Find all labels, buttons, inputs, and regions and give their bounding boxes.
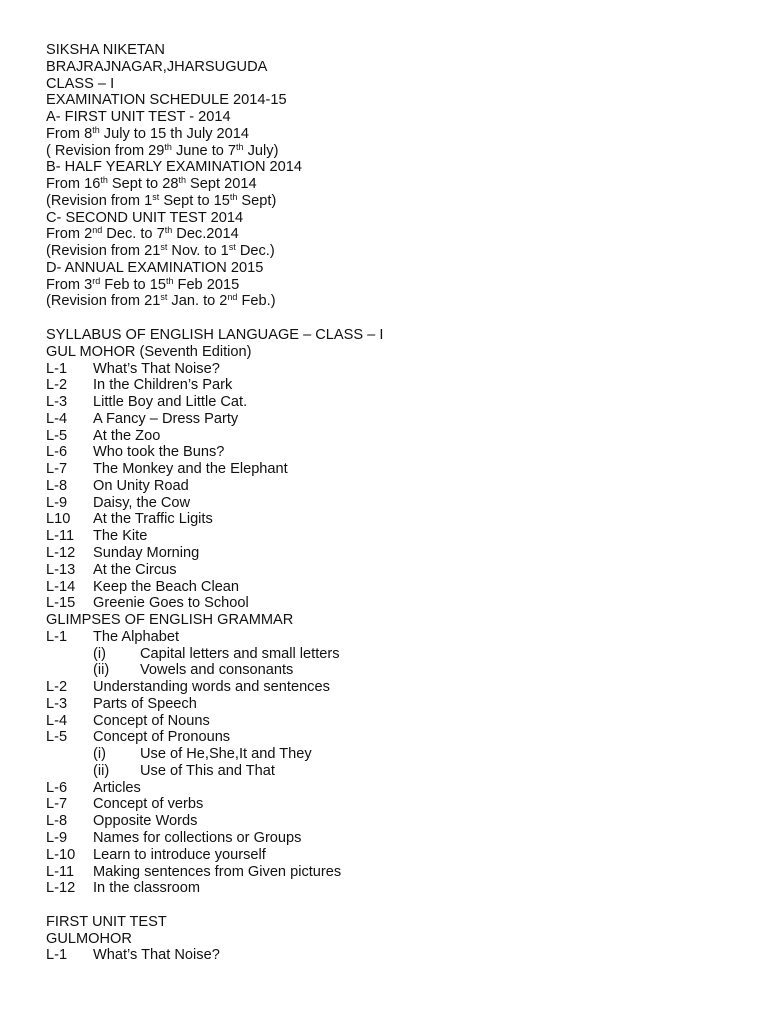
subtopic-title: Capital letters and small letters — [140, 645, 340, 662]
ordinal-suffix: st — [160, 292, 168, 303]
lesson-title: On Unity Road — [93, 477, 189, 494]
lesson-number: L-2 — [46, 679, 68, 696]
lesson-title: At the Traffic Ligits — [93, 511, 213, 528]
lesson-number: L-9 — [46, 494, 68, 511]
subtopic-title: Vowels and consonants — [140, 662, 294, 679]
lesson-item — [46, 511, 746, 528]
exam-dates — [46, 277, 746, 294]
lesson-title: Greenie Goes to School — [93, 595, 249, 612]
ordinal-suffix: th — [229, 191, 238, 202]
lesson-item — [46, 562, 746, 579]
lesson-number: L-13 — [46, 561, 76, 578]
exam-title: C- SECOND UNIT TEST 2014 — [46, 209, 244, 226]
lesson-number: L-4 — [46, 410, 68, 427]
lesson-number: L-7 — [46, 461, 68, 478]
lesson-number: L-1 — [46, 628, 68, 645]
exam-dates — [46, 226, 746, 243]
lesson-number: L-8 — [46, 477, 68, 494]
lesson-item — [46, 478, 746, 495]
first-unit-test-book: GULMOHOR — [46, 930, 132, 947]
text-run: Dec.) — [235, 243, 275, 260]
text-run: Dec.2014 — [172, 226, 239, 243]
subtopic-number: (i) — [93, 746, 106, 763]
grammar-lesson-item — [46, 830, 746, 847]
ordinal-suffix: th — [236, 141, 244, 152]
grammar-lesson-item — [46, 696, 746, 713]
grammar-subtopic — [46, 763, 746, 780]
text-run: (Revision from 21 — [46, 293, 161, 310]
text-run: From 2 — [46, 226, 93, 243]
grammar-title: GLIMPSES OF ENGLISH GRAMMAR — [46, 612, 294, 629]
text-run: July) — [243, 142, 279, 159]
ordinal-suffix: nd — [227, 292, 238, 303]
lesson-item — [46, 595, 746, 612]
text-run: Feb 2015 — [173, 276, 240, 293]
spacer — [46, 310, 746, 327]
subtopic-number: (i) — [93, 645, 106, 662]
lesson-number: L10 — [46, 511, 71, 528]
lesson-title: Parts of Speech — [93, 695, 197, 712]
lesson-title: Keep the Beach Clean — [93, 578, 240, 595]
lesson-item — [46, 947, 746, 964]
text-run: Sept to 15 — [159, 192, 230, 209]
lesson-title: What’s That Noise? — [93, 360, 220, 377]
lesson-item — [46, 361, 746, 378]
syllabus-title: SYLLABUS OF ENGLISH LANGUAGE – CLASS – I — [46, 327, 384, 344]
lesson-title: Sunday Morning — [93, 544, 200, 561]
text-run: From 3 — [46, 276, 93, 293]
subtopic-number: (ii) — [93, 662, 110, 679]
lesson-title: Opposite Words — [93, 813, 198, 830]
schedule-title: EXAMINATION SCHEDULE 2014-15 — [46, 92, 287, 109]
syllabus-book: GUL MOHOR (Seventh Edition) — [46, 343, 252, 360]
lesson-number: L-4 — [46, 712, 68, 729]
lesson-item — [46, 461, 746, 478]
text-run: Feb.) — [237, 293, 276, 310]
lesson-title: Understanding words and sentences — [93, 679, 330, 696]
text-run: From 8 — [46, 125, 93, 142]
lesson-title: Learn to introduce yourself — [93, 846, 266, 863]
lesson-number: L-7 — [46, 796, 68, 813]
lesson-title: At the Circus — [93, 561, 177, 578]
lesson-title: Concept of Nouns — [93, 712, 210, 729]
grammar-lesson-list — [46, 629, 746, 897]
text-run: July to 15 th July 2014 — [99, 125, 250, 142]
grammar-lesson-item — [46, 796, 746, 813]
lesson-number: L-5 — [46, 729, 68, 746]
text-run: (Revision from 21 — [46, 243, 161, 260]
grammar-lesson-item — [46, 713, 746, 730]
syllabus-lesson-list — [46, 361, 746, 612]
lesson-title: Who took the Buns? — [93, 444, 225, 461]
lesson-number: L-3 — [46, 695, 68, 712]
revision-dates — [46, 293, 746, 310]
ordinal-suffix: th — [100, 175, 108, 186]
lesson-number: L-11 — [46, 863, 75, 880]
lesson-number: L-3 — [46, 394, 68, 411]
lesson-title: Concept of Pronouns — [93, 729, 231, 746]
lesson-number: L-11 — [46, 528, 75, 545]
text-run: Nov. to 1 — [167, 243, 229, 260]
ordinal-suffix: st — [160, 242, 168, 253]
lesson-item — [46, 579, 746, 596]
lesson-title: Making sentences from Given pictures — [93, 863, 342, 880]
lesson-title: The Monkey and the Elephant — [93, 461, 288, 478]
lesson-title: In the Children’s Park — [93, 377, 233, 394]
text-run: Dec. to 7 — [102, 226, 165, 243]
grammar-subtopic — [46, 746, 746, 763]
exam-dates — [46, 126, 746, 143]
grammar-lesson-item — [46, 880, 746, 897]
lesson-title: What’s That Noise? — [93, 947, 220, 964]
grammar-lesson-item — [46, 864, 746, 881]
lesson-number: L-8 — [46, 813, 68, 830]
lesson-title: Little Boy and Little Cat. — [93, 394, 248, 411]
grammar-lesson-item — [46, 780, 746, 797]
lesson-item — [46, 444, 746, 461]
ordinal-suffix: rd — [92, 275, 101, 286]
revision-dates — [46, 143, 746, 160]
subtopic-number: (ii) — [93, 762, 110, 779]
text-run: Sept to 28 — [107, 176, 179, 193]
lesson-number: L-14 — [46, 578, 76, 595]
ordinal-suffix: th — [164, 141, 172, 152]
lesson-title: A Fancy – Dress Party — [93, 410, 239, 427]
lesson-number: L-9 — [46, 829, 68, 846]
lesson-item — [46, 528, 746, 545]
text-run: Sept) — [237, 192, 277, 209]
text-run: Jan. to 2 — [167, 293, 228, 310]
ordinal-suffix: th — [178, 175, 186, 186]
text-run: ( Revision from 29 — [46, 142, 165, 159]
lesson-title: Concept of verbs — [93, 796, 204, 813]
ordinal-suffix: st — [228, 242, 236, 253]
exam-schedule — [46, 109, 746, 310]
exam-title: B- HALF YEARLY EXAMINATION 2014 — [46, 159, 303, 176]
lesson-title: At the Zoo — [93, 427, 161, 444]
first-unit-test-lesson-list — [46, 947, 746, 964]
school-address: BRAJRAJNAGAR,JHARSUGUDA — [46, 58, 268, 75]
grammar-lesson-item — [46, 629, 746, 646]
ordinal-suffix: th — [92, 124, 100, 135]
lesson-number: L-5 — [46, 427, 68, 444]
lesson-number: L-1 — [46, 947, 68, 964]
lesson-number: L-6 — [46, 779, 68, 796]
text-run: Sept 2014 — [185, 176, 257, 193]
lesson-number: L-12 — [46, 544, 76, 561]
school-name: SIKSHA NIKETAN — [46, 42, 165, 58]
grammar-lesson-item — [46, 847, 746, 864]
text-run: June to 7 — [171, 142, 237, 159]
text-run: From 16 — [46, 176, 101, 193]
lesson-number: L-2 — [46, 377, 68, 394]
lesson-item — [46, 394, 746, 411]
ordinal-suffix: th — [164, 225, 173, 236]
lesson-item — [46, 428, 746, 445]
lesson-title: Articles — [93, 779, 141, 796]
subtopic-title: Use of This and That — [140, 762, 275, 779]
lesson-item — [46, 411, 746, 428]
lesson-item — [46, 545, 746, 562]
exam-title: A- FIRST UNIT TEST - 2014 — [46, 109, 231, 126]
lesson-title: The Kite — [93, 528, 148, 545]
revision-dates — [46, 193, 746, 210]
grammar-lesson-item — [46, 729, 746, 746]
subtopic-title: Use of He,She,It and They — [140, 746, 312, 763]
document-page — [46, 42, 746, 964]
grammar-subtopic — [46, 662, 746, 679]
ordinal-suffix: st — [152, 191, 160, 202]
lesson-number: L-10 — [46, 846, 76, 863]
first-unit-test-title: FIRST UNIT TEST — [46, 913, 167, 930]
grammar-lesson-item — [46, 813, 746, 830]
class-line: CLASS – I — [46, 75, 115, 92]
spacer — [46, 897, 746, 914]
lesson-number: L-6 — [46, 444, 68, 461]
ordinal-suffix: th — [165, 275, 174, 286]
lesson-title: Names for collections or Groups — [93, 829, 302, 846]
lesson-item — [46, 377, 746, 394]
lesson-number: L-15 — [46, 595, 76, 612]
ordinal-suffix: nd — [92, 225, 103, 236]
revision-dates — [46, 243, 746, 260]
lesson-item — [46, 495, 746, 512]
lesson-number: L-1 — [46, 360, 68, 377]
grammar-subtopic — [46, 646, 746, 663]
lesson-title: In the classroom — [93, 880, 201, 897]
grammar-lesson-item — [46, 679, 746, 696]
text-run: Feb to 15 — [100, 276, 166, 293]
lesson-number: L-12 — [46, 880, 76, 897]
lesson-title: Daisy, the Cow — [93, 494, 191, 511]
exam-dates — [46, 176, 746, 193]
exam-title: D- ANNUAL EXAMINATION 2015 — [46, 259, 264, 276]
lesson-title: The Alphabet — [93, 628, 180, 645]
text-run: (Revision from 1 — [46, 192, 153, 209]
